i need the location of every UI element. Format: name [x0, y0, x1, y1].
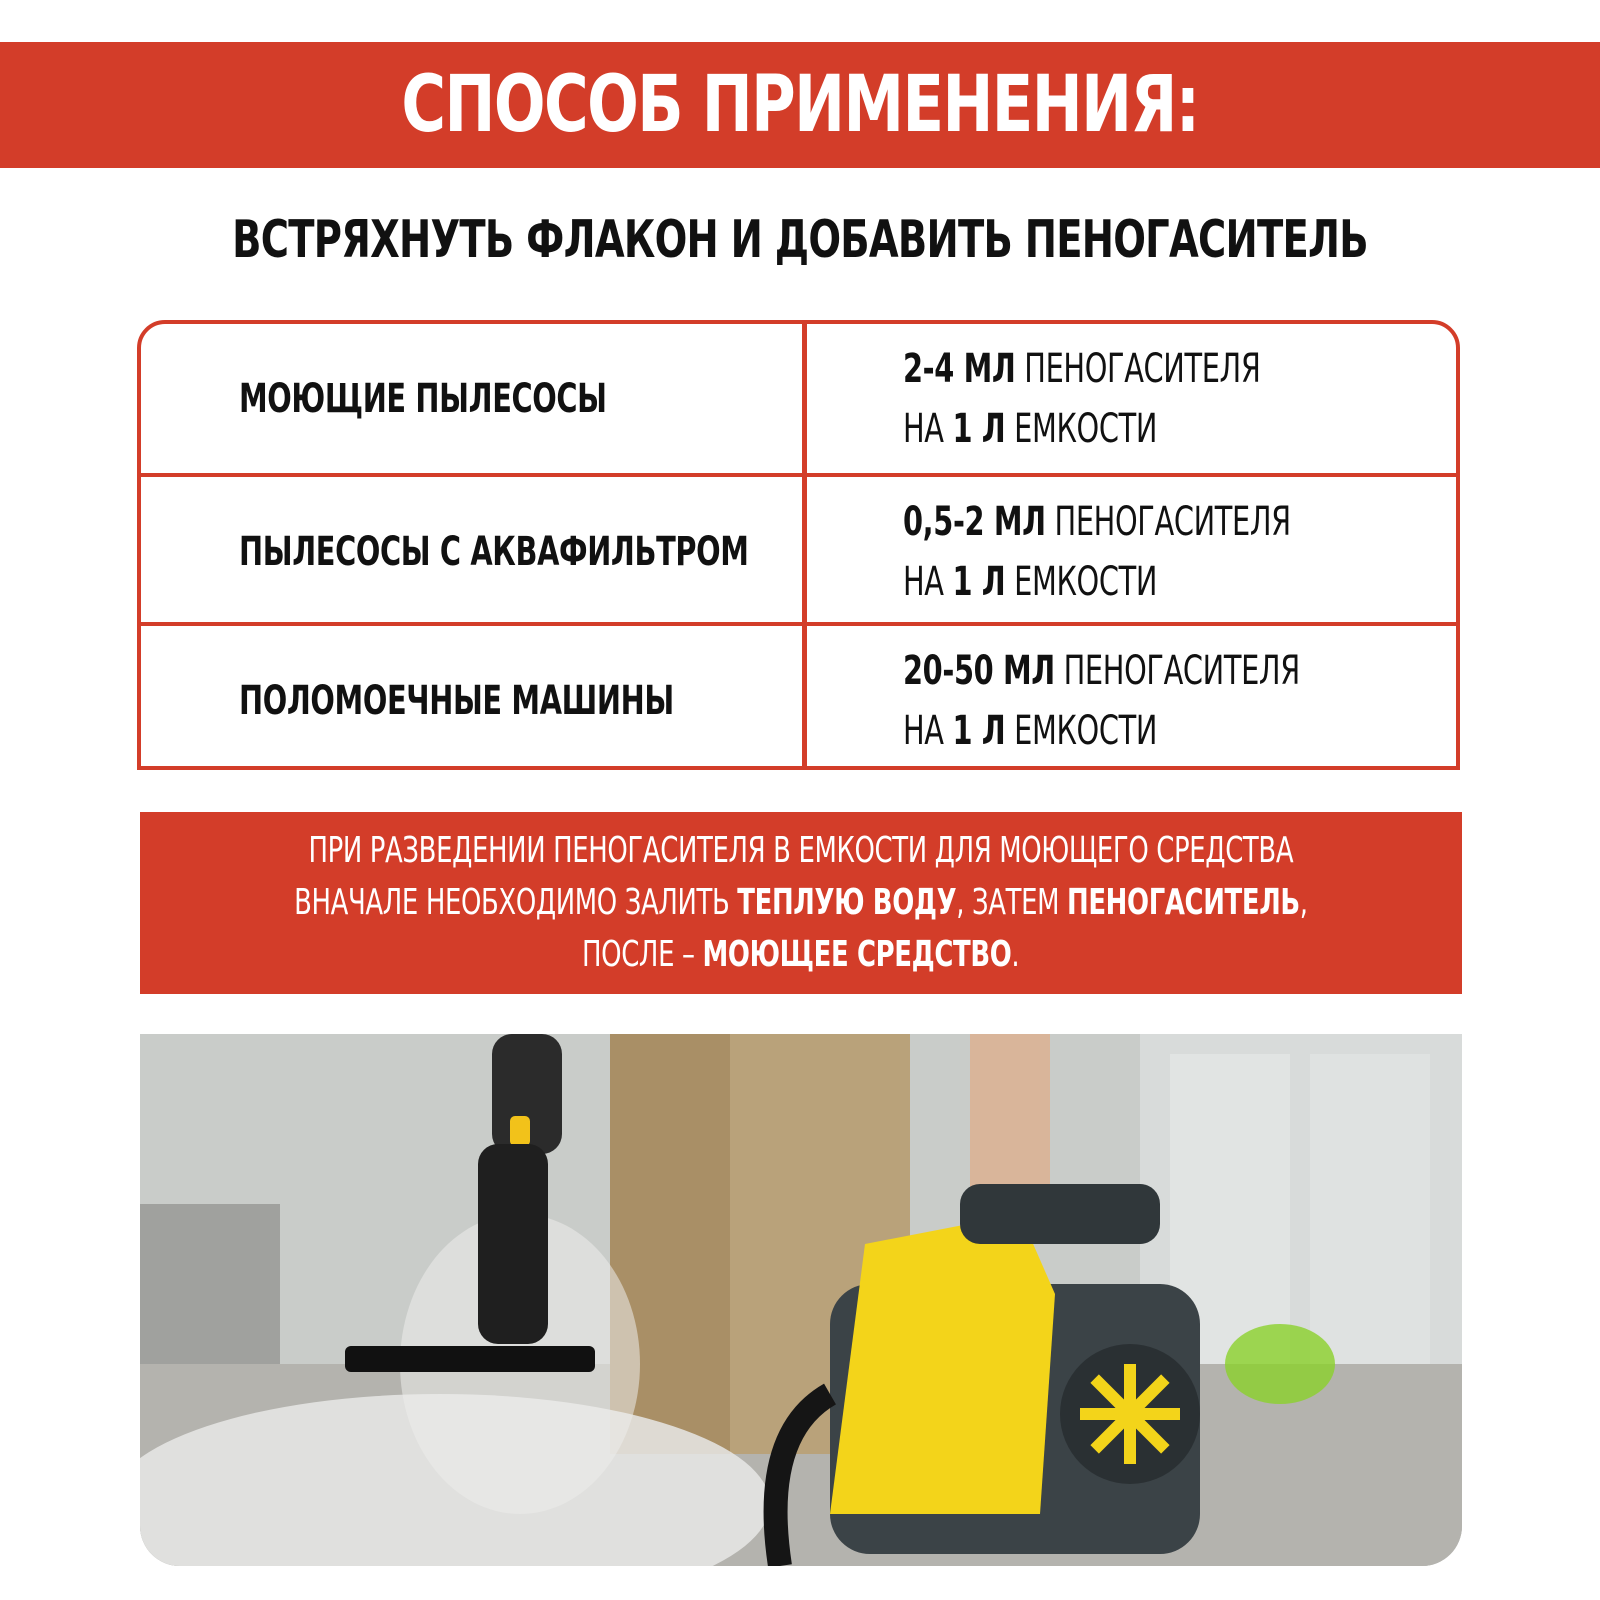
- title-banner: [0, 42, 1600, 168]
- table-cell-device: [141, 626, 807, 770]
- notice-text: ВНАЧАЛЕ НЕОБХОДИМО ЗАЛИТЬ: [294, 882, 730, 923]
- instruction-subtitle: ВСТРЯХНУТЬ ФЛАКОН И ДОБАВИТЬ ПЕНОГАСИТЕЛЬ: [232, 210, 1368, 270]
- notice-text: ПОСЛЕ –: [582, 934, 695, 975]
- dosage-amount: 2-4 МЛ: [903, 345, 1016, 392]
- capacity-line: [903, 399, 1301, 459]
- dosage-suffix: ПЕНОГАСИТЕЛЯ: [1054, 498, 1291, 545]
- dosage-line: [903, 641, 1301, 701]
- table-cell-device: [141, 324, 807, 473]
- capacity-prefix: НА: [903, 405, 944, 452]
- capacity-amount: 1 Л: [952, 558, 1006, 605]
- device-label: ПОЛОМОЕЧНЫЕ МАШИНЫ: [239, 677, 674, 724]
- dosage-line: [903, 492, 1301, 552]
- notice-text: .: [1011, 934, 1020, 975]
- capacity-prefix: НА: [903, 707, 944, 754]
- table-row: [141, 324, 1456, 473]
- page-title: СПОСОБ ПРИМЕНЕНИЯ:: [401, 60, 1199, 150]
- capacity-line: [903, 701, 1301, 761]
- dosage-table: [137, 320, 1460, 770]
- table-cell-dosage: [807, 477, 1456, 626]
- photo-illustration: [140, 1034, 1462, 1566]
- capacity-amount: 1 Л: [952, 707, 1006, 754]
- notice-text: ,: [1299, 882, 1308, 923]
- notice-box: [140, 812, 1462, 994]
- notice-emphasis-defoamer: ПЕНОГАСИТЕЛЬ: [1067, 882, 1300, 923]
- table-row: [141, 473, 1456, 626]
- notice-emphasis-detergent: МОЮЩЕЕ СРЕДСТВО: [702, 934, 1012, 975]
- capacity-amount: 1 Л: [952, 405, 1006, 452]
- notice-emphasis-warm-water: ТЕПЛУЮ ВОДУ: [737, 882, 957, 923]
- dosage-amount: 0,5-2 МЛ: [903, 498, 1046, 545]
- dosage-suffix: ПЕНОГАСИТЕЛЯ: [1024, 345, 1261, 392]
- table-cell-dosage: [807, 626, 1456, 770]
- notice-line-2: [294, 877, 1308, 929]
- capacity-suffix: ЕМКОСТИ: [1014, 558, 1158, 605]
- device-label: МОЮЩИЕ ПЫЛЕСОСЫ: [239, 375, 607, 422]
- table-cell-dosage: [807, 324, 1456, 473]
- notice-line-1: ПРИ РАЗВЕДЕНИИ ПЕНОГАСИТЕЛЯ В ЕМКОСТИ ДЛЯ МОЮЩЕГО СРЕДСТВА: [308, 830, 1294, 871]
- capacity-suffix: ЕМКОСТИ: [1014, 707, 1158, 754]
- cleaning-machine-photo: [140, 1034, 1462, 1566]
- dosage-line: [903, 339, 1301, 399]
- table-cell-device: [141, 477, 807, 626]
- capacity-suffix: ЕМКОСТИ: [1014, 405, 1158, 452]
- dosage-amount: 20-50 МЛ: [903, 647, 1055, 694]
- capacity-prefix: НА: [903, 558, 944, 605]
- notice-line-3: [582, 929, 1019, 981]
- device-label: ПЫЛЕСОСЫ С АКВАФИЛЬТРОМ: [239, 528, 749, 575]
- dosage-suffix: ПЕНОГАСИТЕЛЯ: [1063, 647, 1300, 694]
- table-row: [141, 622, 1456, 770]
- notice-text: , ЗАТЕМ: [956, 882, 1060, 923]
- capacity-line: [903, 552, 1301, 612]
